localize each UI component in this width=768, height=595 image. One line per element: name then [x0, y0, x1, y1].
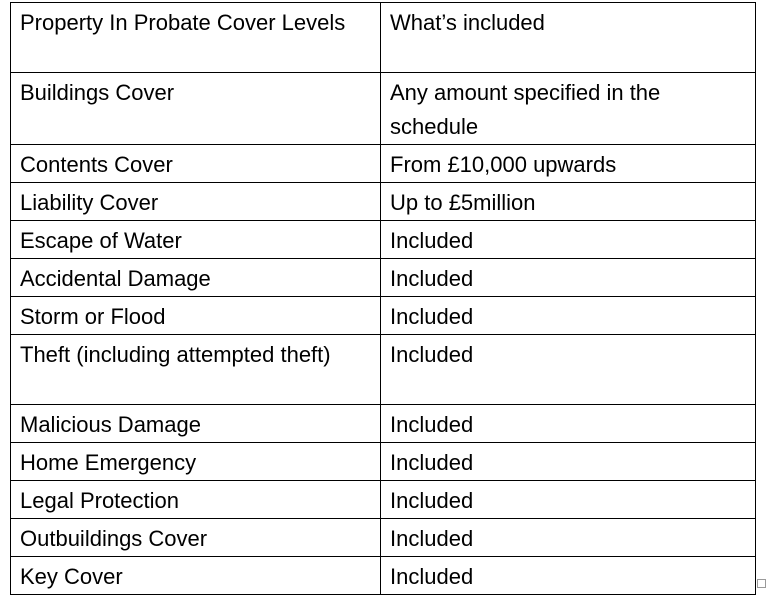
cover-cell[interactable]: Legal Protection [11, 481, 381, 519]
cover-cell[interactable]: Contents Cover [11, 145, 381, 183]
cover-cell[interactable]: Malicious Damage [11, 405, 381, 443]
included-cell[interactable]: Included [381, 519, 756, 557]
cover-cell[interactable]: Liability Cover [11, 183, 381, 221]
table-row [11, 297, 756, 335]
table-row [11, 519, 756, 557]
cover-cell[interactable]: Theft (including attempted theft) [11, 335, 381, 405]
cover-cell[interactable]: Home Emergency [11, 443, 381, 481]
included-cell[interactable]: Up to £5million [381, 183, 756, 221]
included-cell[interactable]: Included [381, 557, 756, 595]
cover-cell[interactable]: Accidental Damage [11, 259, 381, 297]
cover-levels-table [10, 2, 756, 595]
table-row [11, 443, 756, 481]
cover-cell[interactable]: Storm or Flood [11, 297, 381, 335]
included-cell[interactable]: Included [381, 443, 756, 481]
table-row [11, 335, 756, 405]
included-cell[interactable]: Included [381, 259, 756, 297]
cover-cell[interactable]: Outbuildings Cover [11, 519, 381, 557]
included-cell[interactable]: Included [381, 481, 756, 519]
cover-cell[interactable]: Escape of Water [11, 221, 381, 259]
table-header-row [11, 3, 756, 73]
table-row [11, 183, 756, 221]
header-cell-cover-levels[interactable]: Property In Probate Cover Levels [11, 3, 381, 73]
cover-cell[interactable]: Key Cover [11, 557, 381, 595]
cover-cell[interactable]: Buildings Cover [11, 73, 381, 145]
included-cell[interactable]: Any amount specified in the schedule [381, 73, 756, 145]
table-row [11, 405, 756, 443]
included-cell[interactable]: Included [381, 221, 756, 259]
table-row [11, 145, 756, 183]
header-cell-whats-included[interactable]: What’s included [381, 3, 756, 73]
included-cell[interactable]: Included [381, 297, 756, 335]
table-row [11, 73, 756, 145]
included-cell[interactable]: Included [381, 405, 756, 443]
included-cell[interactable]: Included [381, 335, 756, 405]
included-cell[interactable]: From £10,000 upwards [381, 145, 756, 183]
table-row [11, 221, 756, 259]
table-resize-handle[interactable] [757, 579, 766, 588]
table-row [11, 481, 756, 519]
table-row [11, 259, 756, 297]
